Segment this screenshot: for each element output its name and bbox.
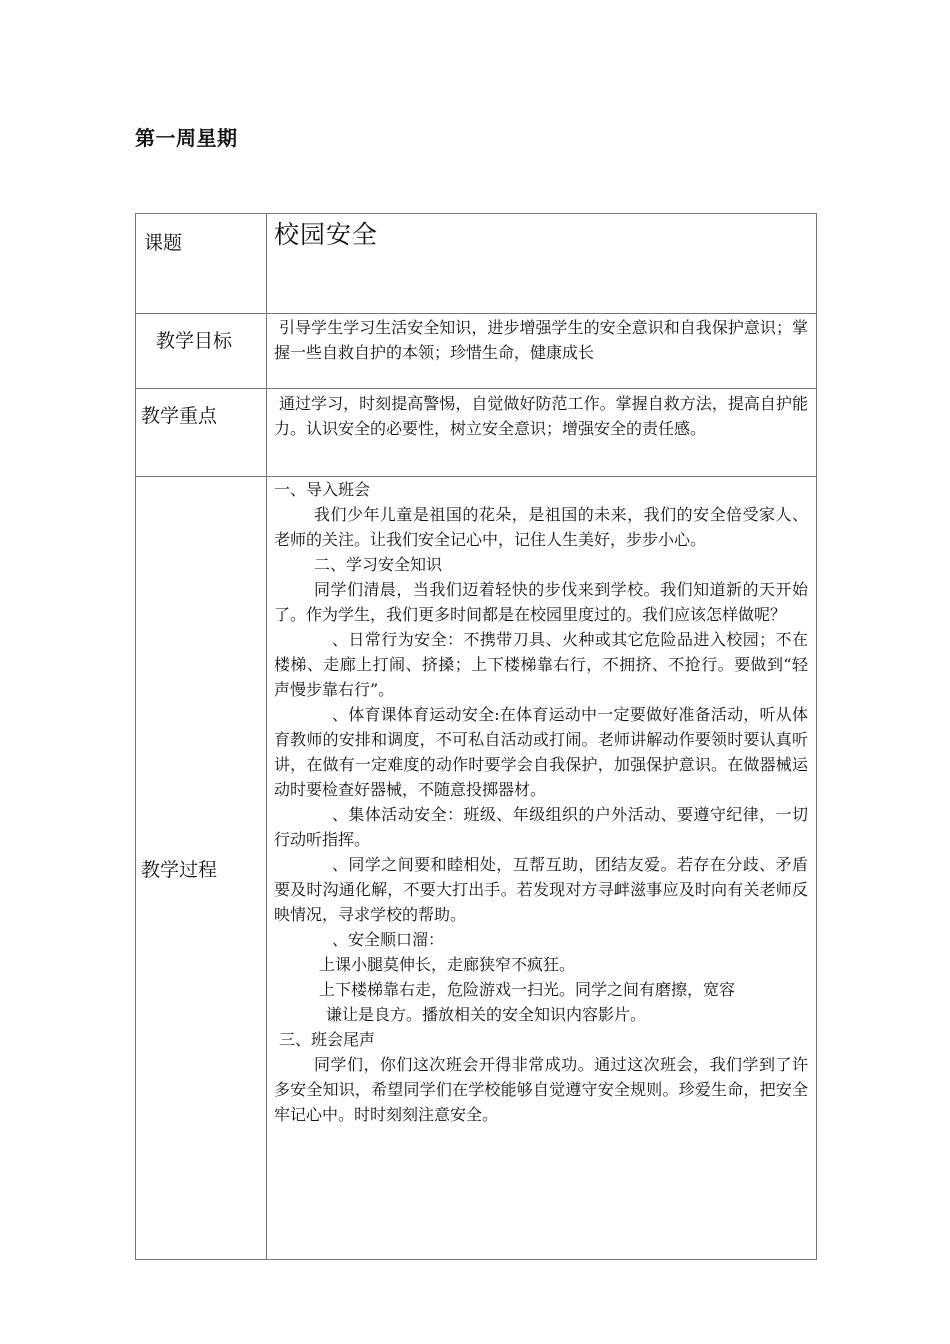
key-cell — [267, 389, 817, 477]
section-2-paragraph-3: 、体育课体育运动安全:在体育运动中一定要做好准备活动，听从体育教师的安排和调度，不可私自活动或打闹。老师讲解动作要领时要认真听讲，在做有一定难度的动作时要学会自我保护，加强保护意识。在做器械运动时要检查好器械，不随意投掷器材。 — [274, 705, 808, 799]
section-2-rhyme-3: 谦让是良方。播放相关的安全知识内容影片。 — [326, 1005, 647, 1024]
section-2-paragraph-4: 、集体活动安全：班级、年级组织的户外活动、要遵守纪律，一切行动听指挥。 — [274, 805, 808, 849]
process-cell — [267, 477, 817, 1260]
goal-value: 引导学生学习生活安全知识，进步增强学生的安全意识和自我保护意识；掌握一些自救自护的本领；珍惜生命，健康成长 — [274, 318, 808, 362]
section-2-paragraph-5: 、同学之间要和睦相处，互帮互助，团结友爱。若存在分歧、矛盾要及时沟通化解，不要大打出手。若发现对方寻衅滋事应及时向有关老师反映情况，寻求学校的帮助。 — [274, 855, 808, 924]
page-title: 第一周星期 — [135, 126, 238, 150]
goal-cell — [267, 314, 817, 389]
topic-value: 校园安全 — [274, 220, 379, 249]
section-3-title: 三、班会尾声 — [279, 1030, 376, 1049]
section-2-title: 二、学习安全知识 — [314, 555, 443, 574]
section-2-rhyme-2: 上下楼梯靠右走，危险游戏一扫光。同学之间有磨擦，宽容 — [319, 980, 736, 999]
topic-cell — [267, 214, 817, 314]
key-value: 通过学习，时刻提高警惕，自觉做好防范工作。掌握自救方法，提高自护能力。认识安全的必要性，树立安全意识；增强安全的责任感。 — [274, 394, 808, 438]
section-1-title: 一、导入班会 — [274, 480, 371, 499]
section-2-paragraph-6: 、安全顺口溜： — [332, 930, 445, 949]
section-2-paragraph-2: 、日常行为安全：不携带刀具、火种或其它危险品进入校园；不在楼梯、走廊上打闹、挤搡；上下楼梯靠右行，不拥挤、不抢行。要做到“轻声慢步靠右行”。 — [274, 630, 808, 699]
key-label: 教学重点 — [136, 389, 267, 477]
key-row — [136, 389, 817, 477]
topic-label: 课题 — [136, 214, 267, 314]
section-3-paragraph: 同学们，你们这次班会开得非常成功。通过这次班会，我们学到了许多安全知识，希望同学们在学校能够自觉遵守安全规则。珍爱生命，把安全牢记心中。时时刻刻注意安全。 — [274, 1055, 808, 1124]
process-row — [136, 477, 817, 1260]
topic-row — [136, 214, 817, 314]
lesson-plan-table — [135, 213, 817, 1260]
goal-row — [136, 314, 817, 389]
goal-label: 教学目标 — [136, 314, 267, 389]
process-label: 教学过程 — [136, 477, 267, 1260]
section-2-rhyme-1: 上课小腿莫伸长，走廊狭窄不疯狂。 — [319, 955, 576, 974]
section-1-paragraph: 我们少年儿童是祖国的花朵，是祖国的未来，我们的安全倍受家人、老师的关注。让我们安全记心中，记住人生美好，步步小心。 — [274, 505, 808, 549]
section-2-paragraph-1: 同学们清晨，当我们迈着轻快的步伐来到学校。我们知道新的天开始了。作为学生，我们更多时间都是在校园里度过的。我们应该怎样做呢？ — [274, 580, 808, 624]
